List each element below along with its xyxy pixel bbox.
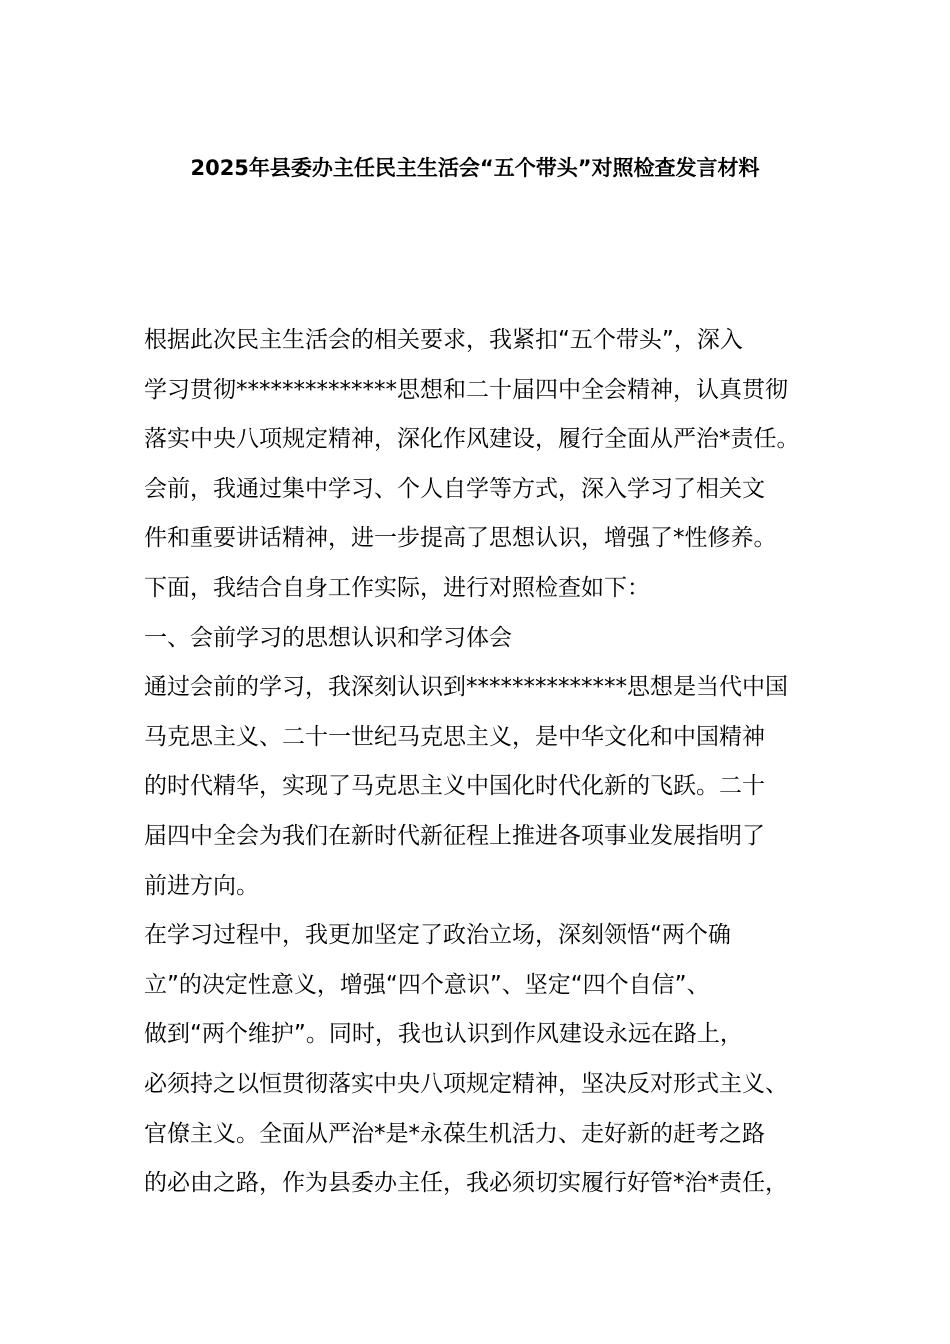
section-heading: 一、会前学习的思想认识和学习体会 [144, 624, 512, 651]
body-line: 立”的决定性意义，增强“四个意识”、坚定“四个自信”、 [144, 971, 710, 998]
body-line: 前进方向。 [144, 872, 259, 899]
body-line: 的必由之路，作为县委办主任，我必须切实履行好管*治*责任， [144, 1170, 788, 1197]
body-line: 必须持之以恒贯彻落实中央八项规定精神，坚决反对形式主义、 [144, 1070, 788, 1097]
document-body [144, 316, 834, 1209]
body-line: 届四中全会为我们在新时代新征程上推进各项事业发展指明了 [144, 822, 765, 849]
body-line: 官僚主义。全面从严治*是*永葆生机活力、走好新的赶考之路 [144, 1120, 765, 1147]
body-line: 根据此次民主生活会的相关要求，我紧扣“五个带头”，深入 [144, 327, 743, 353]
body-line: 下面，我结合自身工作实际，进行对照检查如下： [144, 574, 650, 601]
body-line: 件和重要讲话精神，进一步提高了思想认识，增强了*性修养。 [144, 525, 777, 552]
body-line: 通过会前的学习，我深刻认识到**************思想是当代中国 [144, 674, 788, 701]
body-line: 马克思主义、二十一世纪马克思主义，是中华文化和中国精神 [144, 723, 765, 750]
body-line: 的时代精华，实现了马克思主义中国化时代化新的飞跃。二十 [144, 773, 765, 800]
body-line: 会前，我通过集中学习、个人自学等方式，深入学习了相关文 [144, 475, 765, 502]
document-title: 2025年县委办主任民主生活会“五个带头”对照检查发言材料 [190, 156, 760, 180]
body-line: 做到“两个维护”。同时，我也认识到作风建设永远在路上， [144, 1021, 743, 1048]
body-line: 学习贯彻**************思想和二十届四中全会精神，认真贯彻 [144, 376, 788, 403]
body-line: 在学习过程中，我更加坚定了政治立场，深刻领悟“两个确 [144, 922, 731, 949]
body-line: 落实中央八项规定精神，深化作风建设，履行全面从严治*责任。 [144, 426, 800, 453]
